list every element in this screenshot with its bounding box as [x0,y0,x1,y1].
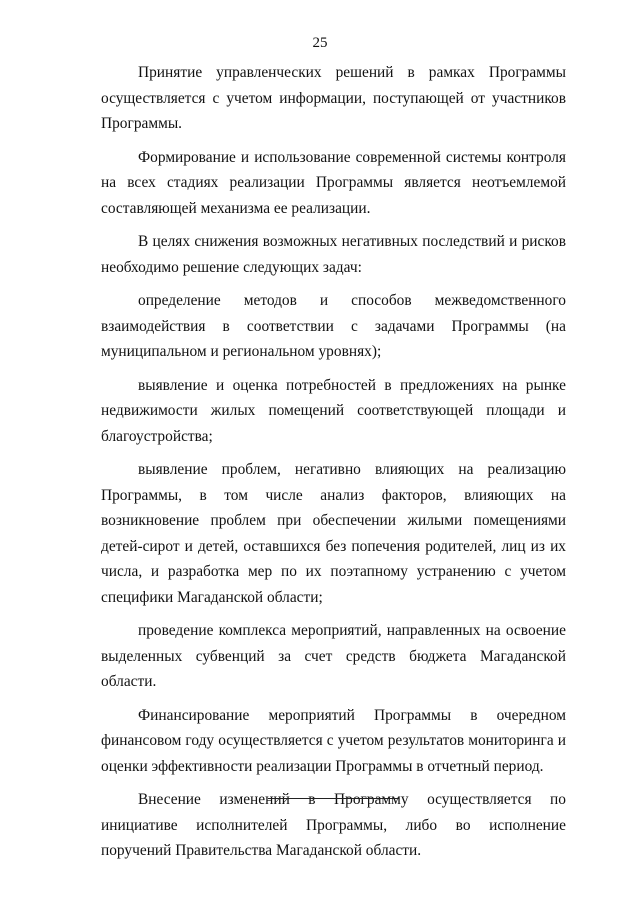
paragraph-task-needs-assessment: выявление и оценка потребностей в предложениях на рынке недвижимости жилых помещений соответствующей площади и благоустройства; [101,376,566,445]
paragraph-amendments: Внесение изменений в Программу осуществляется по инициативе исполнителей Программы, либо во исполнение поручений Правительства Магаданской области. [101,791,566,859]
paragraph-task-subventions: проведение комплекса мероприятий, направленных на освоение выделенных субвенций за счет средств бюджета Магаданской области. [101,622,566,690]
paragraph-task-problem-identification: выявление проблем, негативно влияющих на реализацию Программы, в том числе анализ факторов, влияющих на возникновение проблем при обеспечении жилыми помещениями детей-сирот и детей, оставшихся без попечения родителей, лиц из их числа, и разработка мер по их поэтапному устранению с учетом специфики Магаданской области; [101,461,566,606]
page-number: 25 [312,35,328,51]
paragraph-financing: Финансирование мероприятий Программы в очередном финансовом году осуществляется с учетом результатов мониторинга и оценки эффективности реализации Программы в отчетный период. [101,706,566,775]
paragraph-risk-tasks-intro: В целях снижения возможных негативных последствий и рисков необходимо решение следующих задач: [101,233,566,276]
paragraph-control-system: Формирование и использование современной системы контроля на всех стадиях реализации Программы является неотъемлемой составляющей механизма ее реализации. [101,148,566,217]
end-of-document-rule [268,798,399,799]
paragraph-decisions: Принятие управленческих решений в рамках Программы осуществляется с учетом информации, поступающей от участников Программы. [101,64,566,132]
document-body [101,60,566,864]
paragraph-task-interaction-methods: определение методов и способов межведомственного взаимодействия в соответствии с задачами Программы (на муниципальном и региональном уровнях); [101,292,566,360]
